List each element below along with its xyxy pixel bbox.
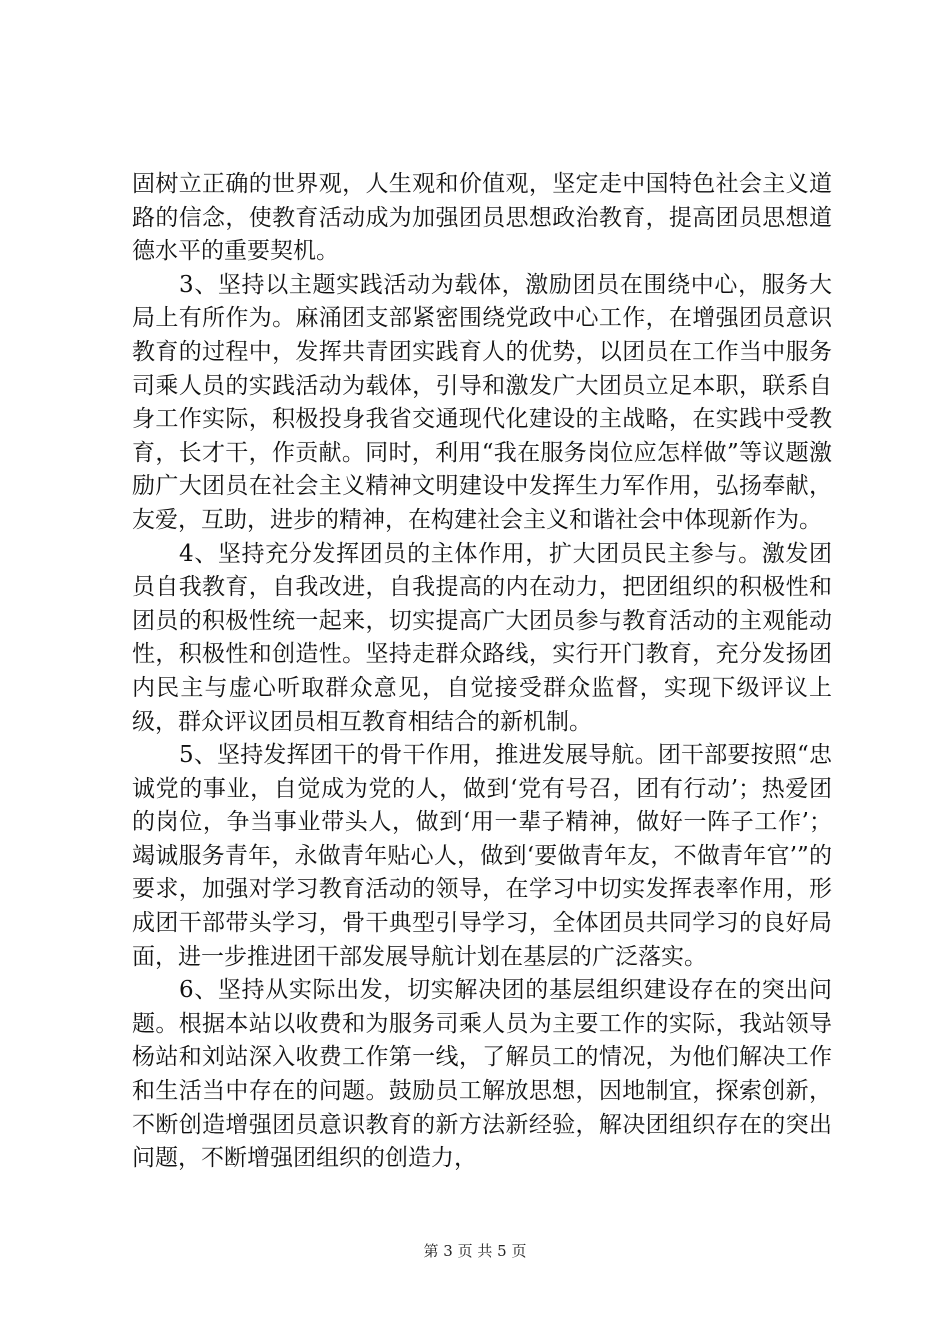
paragraph-item-3: 3、坚持以主题实践活动为载体，激励团员在围绕中心，服务大局上有所作为。麻涌团支部紧密围绕党政中心工作，在增强团员意识教育的过程中，发挥共青团实践育人的优势，以团员在工作当中服务司乘人员的实践活动为载体，引导和激发广大团员立足本职，联系自身工作实际，积极投身我省交通现代化建设的主战略，在实践中受教育，长才干，作贡献。同时，利用“我在服务岗位应怎样做”等议题激励广大团员在社会主义精神文明建设中发挥生力军作用，弘扬奉献，友爱，互助，进步的精神，在构建社会主义和谐社会中体现新作为。 [132, 271, 832, 533]
document-body [132, 168, 832, 1176]
page-number-footer: 第 3 页 共 5 页 [423, 1242, 527, 1260]
paragraph-item-5: 5、坚持发挥团干的骨干作用，推进发展导航。团干部要按照“忠诚党的事业，自觉成为党的人，做到‘党有号召，团有行动’；热爱团的岗位，争当事业带头人，做到‘用一辈子精神，做好一阵子工作’；竭诚服务青年，永做青年贴心人，做到‘要做青年友，不做青年官’”的要求，加强对学习教育活动的领导，在学习中切实发挥表率作用，形成团干部带头学习，骨干典型引导学习，全体团员共同学习的良好局面，进一步推进团干部发展导航计划在基层的广泛落实。 [132, 742, 832, 970]
paragraph-item-6: 6、坚持从实际出发，切实解决团的基层组织建设存在的突出问题。根据本站以收费和为服务司乘人员为主要工作的实际，我站领导杨站和刘站深入收费工作第一线，了解员工的情况，为他们解决工作和生活当中存在的问题。鼓励员工解放思想，因地制宜，探索创新，不断创造增强团员意识教育的新方法新经验，解决团组织存在的突出问题，不断增强团组织的创造力， [132, 977, 832, 1172]
paragraph-continuation: 固树立正确的世界观，人生观和价值观，坚定走中国特色社会主义道路的信念，使教育活动成为加强团员思想政治教育，提高团员思想道德水平的重要契机。 [132, 171, 832, 265]
paragraph-item-4: 4、坚持充分发挥团员的主体作用，扩大团员民主参与。激发团员自我教育，自我改进，自我提高的内在动力，把团组织的积极性和团员的积极性统一起来，切实提高广大团员参与教育活动的主观能动性，积极性和创造性。坚持走群众路线，实行开门教育，充分发扬团内民主与虚心听取群众意见，自觉接受群众监督，实现下级评议上级，群众评议团员相互教育相结合的新机制。 [132, 540, 832, 735]
